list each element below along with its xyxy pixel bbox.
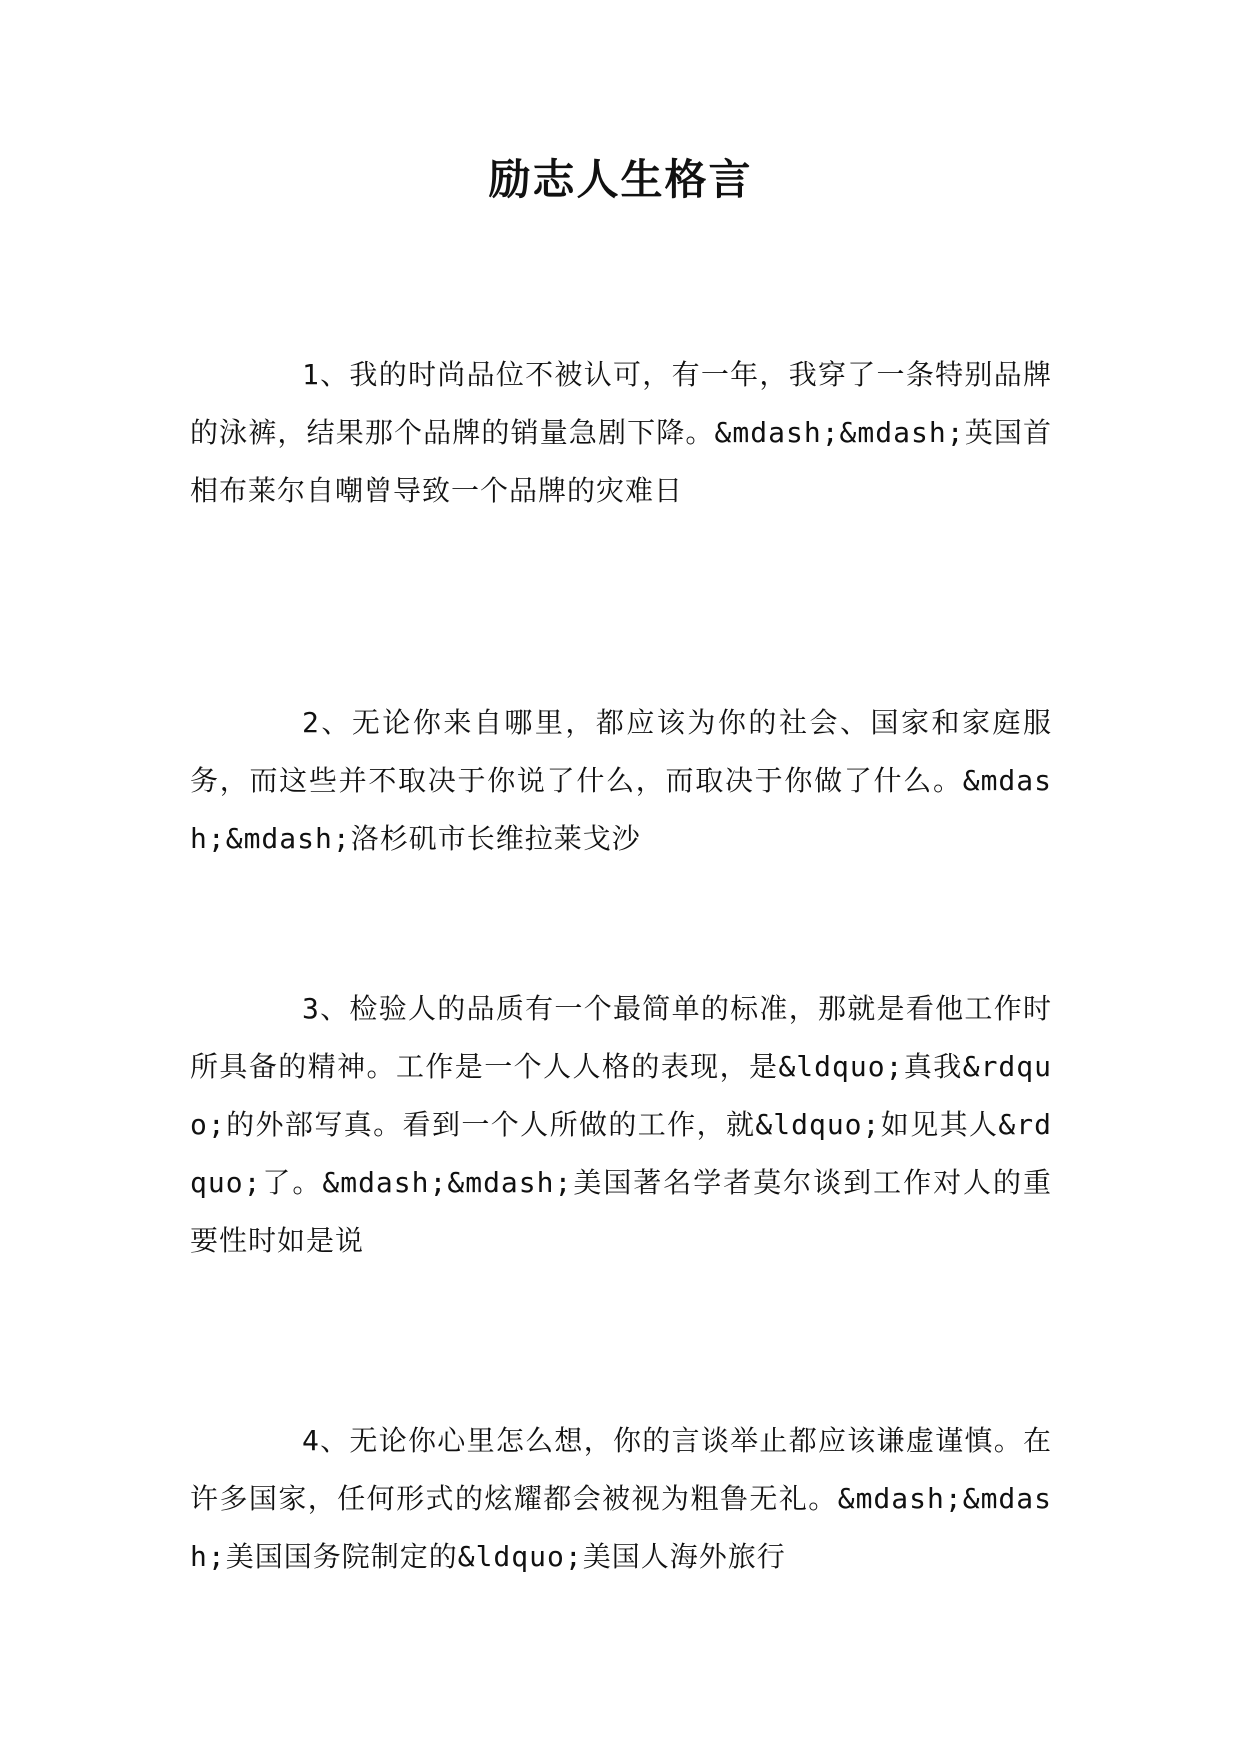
quote-paragraph-4: 4、无论你心里怎么想，你的言谈举止都应该谦虚谨慎。在许多国家，任何形式的炫耀都会被视为粗鲁无礼。&mdash;&mdash;美国国务院制定的&ldquo;美国人海外旅行 xyxy=(190,1424,1052,1573)
quote-paragraph-2: 2、无论你来自哪里，都应该为你的社会、国家和家庭服务，而这些并不取决于你说了什么，而取决于你做了什么。&mdash;&mdash;洛杉矶市长维拉莱戈沙 xyxy=(190,706,1052,855)
document-title: 励志人生格言 xyxy=(488,155,753,204)
quote-paragraph-3: 3、检验人的品质有一个最简单的标准，那就是看他工作时所具备的精神。工作是一个人人格的表现，是&ldquo;真我&rdquo;的外部写真。看到一个人所做的工作，就&ldquo;如见其人&rdquo;了。&mdash;&mdash;美国著名学者莫尔谈到工作对人的重要性时如是说 xyxy=(190,992,1052,1257)
quote-paragraph-1: 1、我的时尚品位不被认可，有一年，我穿了一条特别品牌的泳裤，结果那个品牌的销量急剧下降。&mdash;&mdash;英国首相布莱尔自嘲曾导致一个品牌的灾难日 xyxy=(190,358,1052,507)
